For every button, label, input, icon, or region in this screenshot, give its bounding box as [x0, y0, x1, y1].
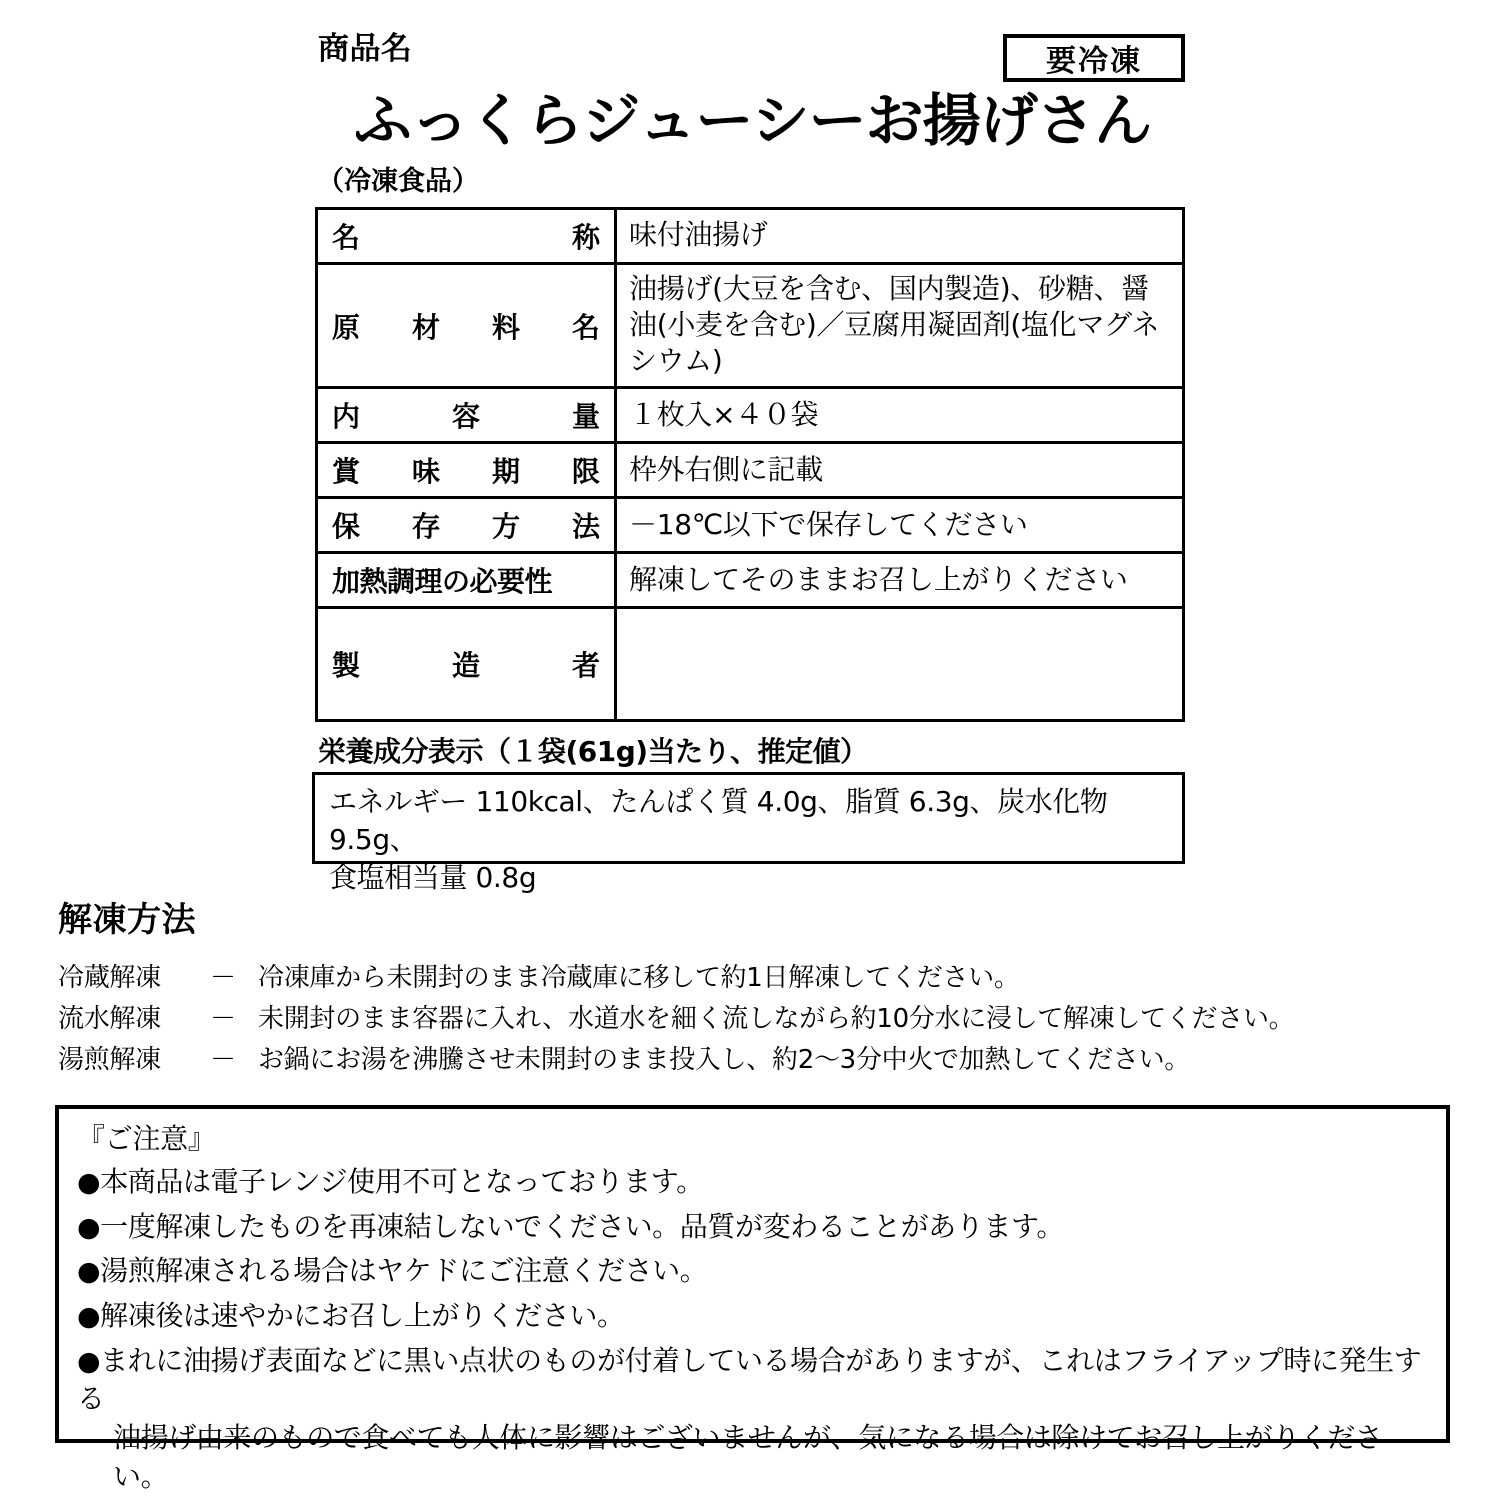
spec-label-manufacturer-text: 製 造 者 — [332, 649, 600, 683]
bullet-icon: ● — [77, 1301, 101, 1333]
thawing-method-name-running-water: 流水解凍 — [58, 1004, 161, 1034]
spec-label-heating-required — [317, 553, 616, 608]
spec-label-ingredients — [317, 264, 616, 388]
thawing-methods-list — [58, 957, 1458, 1080]
caution-text-refreeze: 一度解凍したものを再凍結しないでください。品質が変わることがあります。 — [100, 1209, 1064, 1243]
frozen-food-note: （冷凍食品） — [317, 166, 479, 197]
product-spec-table — [315, 207, 1185, 722]
table-row — [317, 264, 1184, 388]
list-item — [77, 1342, 1428, 1497]
bullet-icon: ● — [77, 1211, 101, 1243]
spec-label-name — [317, 209, 616, 264]
list-item — [58, 998, 1458, 1039]
spec-value-best-before: 枠外右側に記載 — [616, 443, 1184, 498]
bullet-icon: ● — [77, 1167, 101, 1199]
table-row — [317, 443, 1184, 498]
list-item — [77, 1297, 1428, 1336]
spec-label-storage — [317, 498, 616, 553]
table-row — [317, 553, 1184, 608]
thawing-dash-icon: － — [210, 1004, 236, 1034]
caution-box — [55, 1105, 1450, 1493]
thawing-methods-heading: 解凍方法 — [58, 900, 196, 940]
thawing-method-name-refrigerator: 冷蔵解凍 — [58, 963, 161, 993]
caution-text-black-spots: まれに油揚げ表面などに黒い点状のものが付着している場合がありますが、これはフライアップ時に発生する — [77, 1343, 1422, 1416]
page-title: ふっくらジューシーお揚げさん — [353, 88, 1152, 154]
thawing-dash-icon: － — [210, 963, 236, 993]
nutrition-caption: 栄養成分表示（１袋(61g)当たり、推定値） — [318, 735, 868, 768]
spec-label-best-before-text: 賞 味 期 限 — [332, 455, 600, 489]
spec-value-heating-required: 解凍してそのままお召し上がりください — [616, 553, 1184, 608]
spec-label-manufacturer — [317, 608, 616, 721]
nutrition-line-2: 食塩相当量 0.8g — [329, 860, 537, 894]
list-item — [77, 1252, 1428, 1291]
spec-label-ingredients-text: 原 材 料 名 — [332, 310, 600, 344]
bullet-icon: ● — [77, 1345, 101, 1377]
freeze-requirement-badge-text: 要冷凍 — [1046, 44, 1142, 79]
caution-text-microwave: 本商品は電子レンジ使用不可となっております。 — [100, 1165, 704, 1199]
spec-label-storage-text: 保 存 方 法 — [332, 510, 600, 544]
spec-value-ingredients: 油揚げ(大豆を含む、国内製造)、砂糖、醤油(小麦を含む)／豆腐用凝固剤(塩化マグネシウム) — [616, 264, 1184, 388]
nutrition-facts-box — [312, 772, 1185, 894]
caution-title: 『ご注意』 — [77, 1122, 216, 1155]
spec-value-name: 味付油揚げ — [616, 209, 1184, 264]
thawing-method-text-refrigerator: 冷凍庫から未開封のまま冷蔵庫に移して約1日解凍してください。 — [258, 963, 1020, 993]
bullet-icon: ● — [77, 1256, 101, 1288]
spec-label-best-before — [317, 443, 616, 498]
spec-label-content-amount-text: 内 容 量 — [332, 400, 600, 434]
thawing-method-name-hot-water: 湯煎解凍 — [58, 1045, 161, 1075]
spec-value-storage: －18℃以下で保存してください — [616, 498, 1184, 553]
list-item — [77, 1208, 1428, 1247]
list-item — [77, 1163, 1428, 1202]
caution-text-eat-promptly: 解凍後は速やかにお召し上がりください。 — [100, 1299, 625, 1333]
table-row — [317, 498, 1184, 553]
table-row — [317, 388, 1184, 443]
product-name-label: 商品名 — [318, 31, 413, 67]
spec-value-content-amount: １枚入×４０袋 — [616, 388, 1184, 443]
caution-text-black-spots-continued: 油揚げ由来のもので食べても人体に影響はございませんが、気になる場合は除けてお召し上がりください。 — [113, 1420, 1383, 1493]
caution-text-burn-risk: 湯煎解凍される場合はヤケドにご注意ください。 — [100, 1254, 708, 1288]
table-row — [317, 209, 1184, 264]
table-row — [317, 608, 1184, 721]
spec-label-content-amount — [317, 388, 616, 443]
list-item — [58, 1039, 1458, 1080]
spec-label-name-text: 名 称 — [332, 221, 600, 254]
thawing-dash-icon: － — [210, 1045, 236, 1075]
thawing-method-text-running-water: 未開封のまま容器に入れ、水道水を細く流しながら約10分水に浸して解凍してください。 — [258, 1004, 1295, 1034]
freeze-requirement-badge — [1003, 34, 1185, 82]
thawing-method-text-hot-water: お鍋にお湯を沸騰させ未開封のまま投入し、約2～3分中火で加熱してください。 — [258, 1045, 1190, 1075]
list-item — [58, 957, 1458, 998]
spec-value-manufacturer — [616, 608, 1184, 721]
spec-label-heating-required-text: 加熱調理の必要性 — [332, 565, 553, 599]
nutrition-line-1: エネルギー 110kcal、たんぱく質 4.0g、脂質 6.3g、炭水化物 9.5g、 — [329, 785, 1108, 856]
